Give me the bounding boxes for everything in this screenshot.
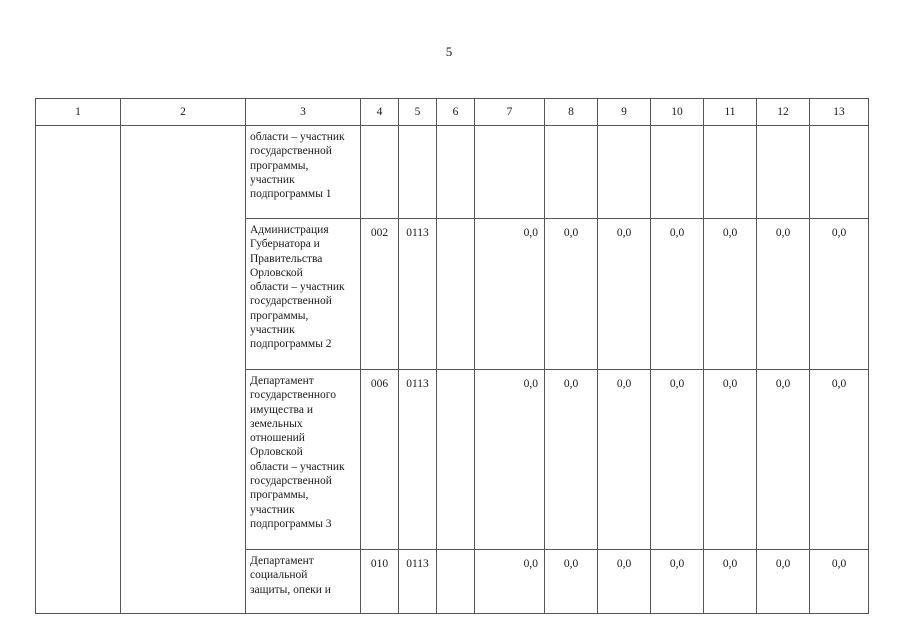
cell-code-a: [361, 126, 399, 219]
cell-value: [651, 126, 704, 219]
cell-value: [810, 126, 869, 219]
cell-value: 0,0: [545, 550, 598, 614]
column-header-3: 3: [246, 99, 361, 126]
cell-code-b: 0113: [399, 550, 437, 614]
cell-participant: области – участник государственной программы, участник подпрограммы 1: [246, 126, 361, 219]
cell-col6: [437, 550, 475, 614]
cell-value: 0,0: [475, 219, 545, 370]
column-header-11: 11: [704, 99, 757, 126]
column-header-5: 5: [399, 99, 437, 126]
cell-participant: Департамент государственного имущества и земельных отношений Орловской области – участник государственной программы, участник подпрограммы 3: [246, 370, 361, 550]
cell-code-a: 002: [361, 219, 399, 370]
cell-value: 0,0: [545, 370, 598, 550]
cell-value: 0,0: [757, 370, 810, 550]
header-row: [36, 99, 869, 126]
cell-value: [545, 126, 598, 219]
column-header-7: 7: [475, 99, 545, 126]
page-number: 5: [445, 44, 453, 59]
cell-participant: Департамент социальной защиты, опеки и: [246, 550, 361, 614]
cell-value: 0,0: [810, 370, 869, 550]
column-header-2: 2: [121, 99, 246, 126]
cell-value: 0,0: [545, 219, 598, 370]
column-header-13: 13: [810, 99, 869, 126]
cell-code-b: 0113: [399, 370, 437, 550]
cell-value: 0,0: [598, 370, 651, 550]
cell-col6: [437, 370, 475, 550]
cell-value: 0,0: [704, 370, 757, 550]
cell-value: 0,0: [704, 219, 757, 370]
cell-value: 0,0: [651, 550, 704, 614]
cell-value: 0,0: [757, 219, 810, 370]
cell-value: 0,0: [475, 550, 545, 614]
column-header-6: 6: [437, 99, 475, 126]
column-header-4: 4: [361, 99, 399, 126]
cell-col6: [437, 126, 475, 219]
table-row: [36, 126, 869, 219]
cell-col1: [36, 126, 121, 614]
cell-code-a: 006: [361, 370, 399, 550]
cell-code-b: 0113: [399, 219, 437, 370]
cell-value: 0,0: [757, 550, 810, 614]
cell-value: [598, 126, 651, 219]
cell-value: [475, 126, 545, 219]
cell-col6: [437, 219, 475, 370]
column-header-9: 9: [598, 99, 651, 126]
column-header-10: 10: [651, 99, 704, 126]
cell-value: [757, 126, 810, 219]
cell-code-a: 010: [361, 550, 399, 614]
cell-participant: Администрация Губернатора и Правительства Орловской области – участник государственной программы, участник подпрограммы 2: [246, 219, 361, 370]
cell-value: 0,0: [810, 550, 869, 614]
cell-value: 0,0: [810, 219, 869, 370]
column-header-12: 12: [757, 99, 810, 126]
cell-col2: [121, 126, 246, 614]
cell-value: 0,0: [651, 370, 704, 550]
cell-value: 0,0: [704, 550, 757, 614]
column-header-1: 1: [36, 99, 121, 126]
cell-value: 0,0: [598, 219, 651, 370]
cell-value: 0,0: [475, 370, 545, 550]
column-header-8: 8: [545, 99, 598, 126]
cell-value: [704, 126, 757, 219]
cell-code-b: [399, 126, 437, 219]
cell-value: 0,0: [651, 219, 704, 370]
cell-value: 0,0: [598, 550, 651, 614]
budget-table: [35, 98, 869, 614]
